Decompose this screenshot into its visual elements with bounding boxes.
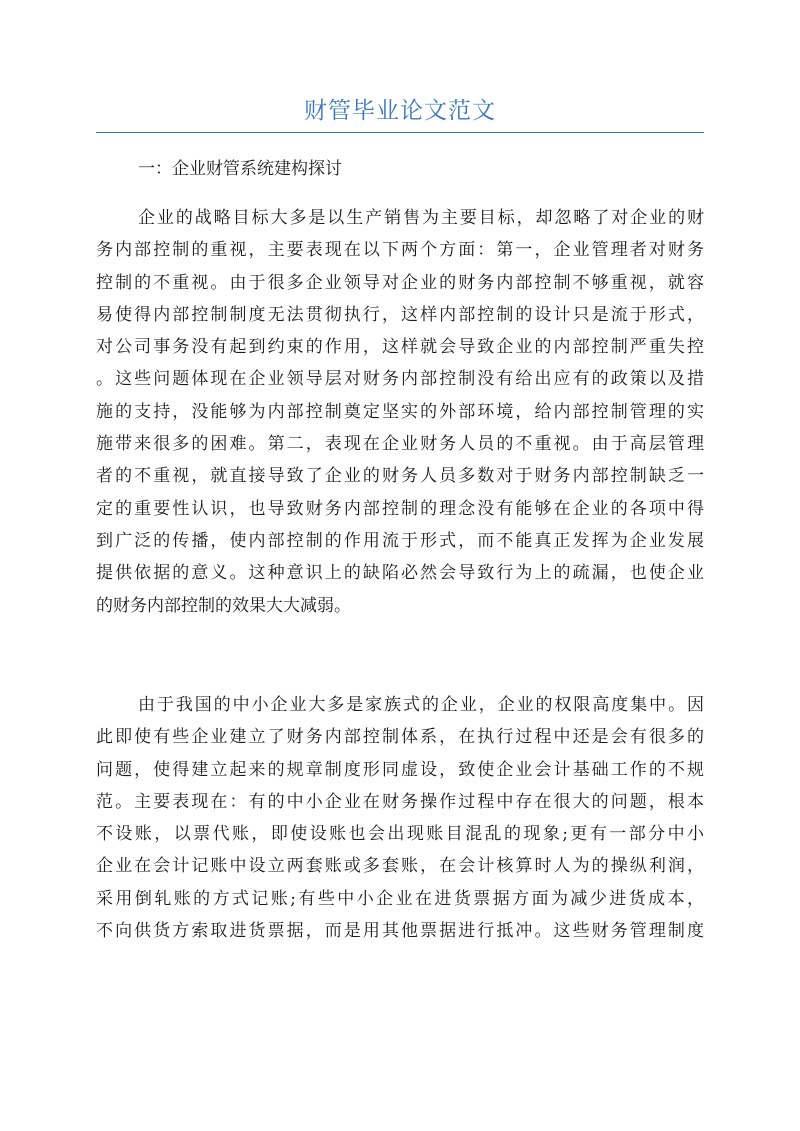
paragraph-line: 不向供货方索取进货票据，而是用其他票据进行抵冲。这些财务管理制度	[96, 921, 704, 942]
paragraph-line: 者的不重视，就直接导致了企业的财务人员多数对于财务内部控制缺乏一	[96, 466, 704, 487]
paragraph-line: 务内部控制的重视，主要表现在以下两个方面：第一，企业管理者对财务	[96, 240, 704, 261]
paragraph-line: 企业在会计记账中设立两套账或多套账，在会计核算时人为的操纵利润，	[96, 856, 704, 877]
paragraph-line: 不设账，以票代账，即使设账也会出现账目混乱的现象;更有一部分中小	[96, 824, 704, 845]
paragraph-line: 。这些问题体现在企业领导层对财务内部控制没有给出应有的政策以及措	[96, 369, 704, 390]
section-heading: 一：企业财管系统建构探讨	[138, 159, 342, 179]
paragraph-line: 提供依据的意义。这种意识上的缺陷必然会导致行为上的疏漏，也使企业	[96, 563, 704, 584]
paragraph-line: 易使得内部控制制度无法贯彻执行，这样内部控制的设计只是流于形式，	[96, 304, 704, 325]
paragraph-line: 的财务内部控制的效果大大减弱。	[96, 595, 351, 616]
paragraph-line: 问题，使得建立起来的规章制度形同虚设，致使企业会计基础工作的不规	[96, 759, 704, 780]
paragraph-line: 控制的不重视。由于很多企业领导对企业的财务内部控制不够重视，就容	[96, 272, 704, 293]
paragraph-line: 定的重要性认识，也导致财务内部控制的理念没有能够在企业的各项中得	[96, 498, 704, 519]
paragraph-2	[96, 689, 704, 947]
paragraph-line: 施的支持，没能够为内部控制奠定坚实的外部环境，给内部控制管理的实	[96, 401, 704, 422]
paragraph-line: 到广泛的传播，使内部控制的作用流于形式，而不能真正发挥为企业发展	[96, 530, 704, 551]
title-underline	[96, 132, 704, 133]
paragraph-line: 范。主要表现在：有的中小企业在财务操作过程中存在很大的问题，根本	[96, 791, 704, 812]
paragraph-line: 企业的战略目标大多是以生产销售为主要目标，却忽略了对企业的财	[138, 208, 704, 228]
paragraph-line: 此即使有些企业建立了财务内部控制体系，在执行过程中还是会有很多的	[96, 727, 704, 748]
paragraph-line: 对公司事务没有起到约束的作用，这样就会导致企业的内部控制严重失控	[96, 337, 704, 358]
paragraph-1	[96, 202, 704, 622]
paragraph-line: 由于我国的中小企业大多是家族式的企业，企业的权限高度集中。因	[138, 695, 704, 715]
document-title: 财管毕业论文范文	[304, 98, 496, 124]
paragraph-line: 施带来很多的困难。第二，表现在企业财务人员的不重视。由于高层管理	[96, 434, 704, 455]
paragraph-line: 采用倒轧账的方式记账;有些中小企业在进货票据方面为减少进货成本，	[96, 888, 704, 909]
